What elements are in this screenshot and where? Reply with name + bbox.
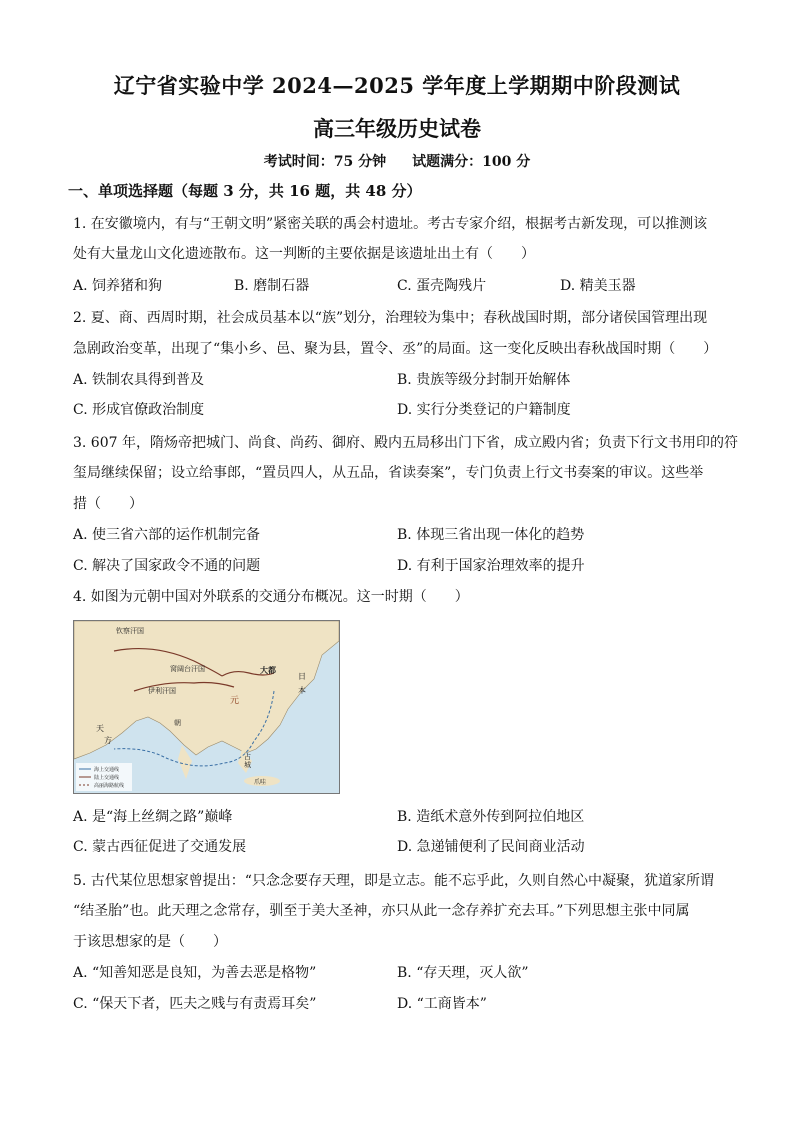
map-label-zhan: 占 <box>244 753 251 761</box>
q5-option-c: C. “保天下者，匹夫之贱与有责焉耳矣” <box>73 996 317 1012</box>
map-label-kipchak: 钦察汗国 <box>116 627 144 635</box>
q4-option-d: D. 急递铺便利了民间商业活动 <box>397 839 585 855</box>
map-label-tian: 天 <box>96 724 104 733</box>
exam-title: 辽宁省实验中学 2024—2025 学年度上学期期中阶段测试 <box>113 73 681 98</box>
question-5-line-3: 于该思想家的是（ ） <box>73 934 227 950</box>
exam-meta <box>0 151 794 171</box>
map-label-yuan: 元 <box>230 696 240 706</box>
q3-option-c: C. 解决了国家政令不通的问题 <box>73 558 261 574</box>
question-2-line-2: 急剧政治变革，出现了“集小乡、邑、聚为县，置令、丞”的局面。这一变化反映出春秋战国时期（ ） <box>73 341 718 357</box>
q5-option-b: B. “存天理，灭人欲” <box>397 965 529 981</box>
question-5-line-1: 5. 古代某位思想家曾提出：“只念念要存天理，即是立志。能不忘乎此，久则自然心中凝聚，犹道家所谓 <box>73 873 714 889</box>
q1-option-a: A. 饲养猪和狗 <box>73 278 163 294</box>
q2-option-b: B. 贵族等级分封制开始解体 <box>397 372 571 388</box>
q1-option-c: C. 蛋壳陶残片 <box>397 278 487 294</box>
yuan-dynasty-map <box>73 620 340 794</box>
map-legend-item-2: 陆上交通线 <box>94 775 120 781</box>
map-label-java: 爪哇 <box>254 779 267 786</box>
exam-time: 考试时间：75 分钟 <box>263 154 387 170</box>
exam-subtitle: 高三年级历史试卷 <box>313 116 481 141</box>
map-label-fang: 方 <box>104 736 112 745</box>
question-4-line-1: 4. 如图为元朝中国对外联系的交通分布概况。这一时期（ ） <box>73 589 469 605</box>
section-heading: 一、单项选择题（每题 3 分，共 16 题，共 48 分） <box>68 182 422 200</box>
q4-option-c: C. 蒙古西征促进了交通发展 <box>73 839 247 855</box>
map-label-ogedei: 窝阔台汗国 <box>170 665 205 673</box>
question-3-line-1: 3. 607 年，隋炀帝把城门、尚食、尚药、御府、殿内五局移出门下省，成立殿内省；负责下行文书用印的符 <box>73 435 738 451</box>
question-5-line-2: “结圣胎”也。此天理之念常存，驯至于美大圣神，亦只从此一念存养扩充去耳。”下列思想主张中同属 <box>73 903 690 919</box>
map-label-chao: 朝 <box>174 719 181 727</box>
q5-option-d: D. “工商皆本” <box>397 996 487 1012</box>
map-legend-item-1: 海上交通线 <box>94 767 120 773</box>
q2-option-c: C. 形成官僚政治制度 <box>73 402 205 418</box>
question-1-line-1: 1. 在安徽境内，有与“王朝文明”紧密关联的禹会村遗址。考古专家介绍，根据考古新发现，可以推测该 <box>73 216 708 232</box>
q3-option-d: D. 有利于国家治理效率的提升 <box>397 558 585 574</box>
question-3-line-2: 玺局继续保留；设立给事郎，“置员四人，从五品，省读奏案”，专门负责上行文书奏案的审议。这些举 <box>73 465 704 481</box>
question-1-line-2: 处有大量龙山文化遗迹散布。这一判断的主要依据是该遗址出土有（ ） <box>73 246 535 262</box>
map-label-ri: 日 <box>298 672 306 681</box>
q1-option-b: B. 磨制石器 <box>234 278 310 294</box>
q3-option-a: A. 使三省六部的运作机制完备 <box>73 527 261 543</box>
map-label-ben: 本 <box>298 686 306 695</box>
map-label-dadu: 大都 <box>260 666 276 675</box>
q5-option-a: A. “知善知恶是良知，为善去恶是格物” <box>73 965 317 981</box>
q4-option-b: B. 造纸术意外传到阿拉伯地区 <box>397 809 585 825</box>
question-3-line-3: 措（ ） <box>73 496 143 512</box>
q2-option-a: A. 铁制农具得到普及 <box>73 372 205 388</box>
q3-option-b: B. 体现三省出现一体化的趋势 <box>397 527 585 543</box>
exam-score: 试题满分：100 分 <box>412 154 531 170</box>
q1-option-d: D. 精美玉器 <box>560 278 636 294</box>
map-legend-item-3: 高丽海路航线 <box>94 783 125 789</box>
question-2-line-1: 2. 夏、商、西周时期，社会成员基本以“族”划分，治理较为集中；春秋战国时期，部分诸侯国管理出现 <box>73 310 708 326</box>
map-label-cheng: 城 <box>244 761 251 769</box>
map-label-ilkhanate: 伊利汗国 <box>148 687 176 695</box>
q2-option-d: D. 实行分类登记的户籍制度 <box>397 402 571 418</box>
q4-option-a: A. 是“海上丝绸之路”巅峰 <box>73 809 233 825</box>
